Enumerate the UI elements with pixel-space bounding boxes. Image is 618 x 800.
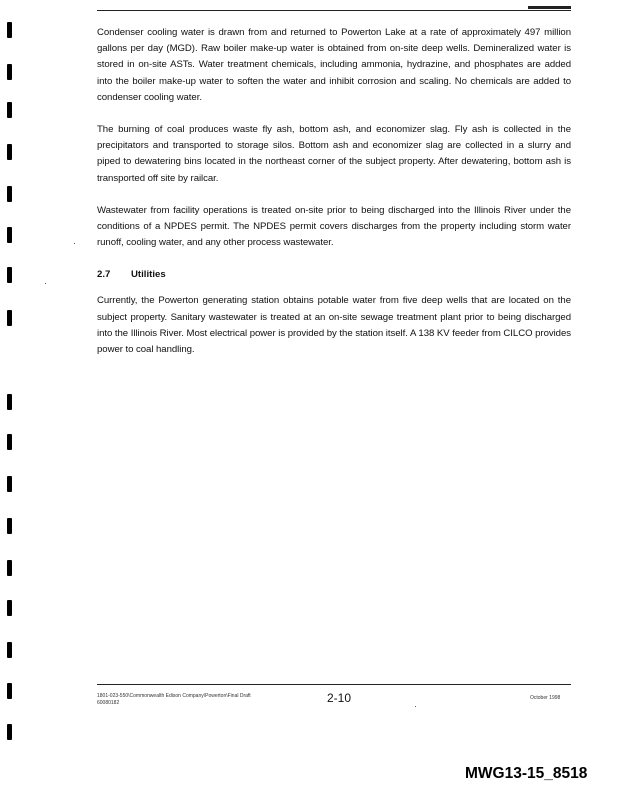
section-heading-utilities [97,267,571,283]
paragraph-utilities: Currently, the Powerton generating station obtains potable water from five deep wells that are located on the subject property. Sanitary wastewater is treated at an on-site sewage treatment plant prior to being discharged into the Illinois River. Most electrical power is provided by the station itself. A 138 KV feeder from CILCO provides power to coal handling. [97,295,571,356]
bates-stamp: MWG13-15_8518 [465,765,588,782]
binder-hole-mark [7,310,12,326]
section-number: 2.7 [97,269,111,281]
footer-reference-line2: 60080182 [97,700,120,706]
binder-hole-mark [7,267,12,283]
binder-hole-mark [7,144,12,160]
binder-hole-mark [7,186,12,202]
footer-rule [97,684,571,685]
paragraph-coal-ash: The burning of coal produces waste fly ash, bottom ash, and economizer slag. Fly ash is collected in the precipitators and transported to storage silos. Bottom ash and economizer slag are collected in a slurry and piped to dewatering bins located in the northeast corner of the subject property. After dewatering, bottom ash is transported off site by railcar. [97,124,571,184]
paragraph-wastewater: Wastewater from facility operations is treated on-site prior to being discharged into the Illinois River under the conditions of a NPDES permit. The NPDES permit covers discharges from the property including storm water runoff, cooling water, and any other process wastewater. [97,204,571,249]
binder-hole-mark [7,724,12,740]
binder-hole-mark [7,64,12,80]
header-rule [97,10,571,11]
page-body [97,25,571,374]
binder-hole-mark [7,642,12,658]
binder-hole-mark [7,518,12,534]
binder-hole-mark [7,434,12,450]
section-title: Utilities [131,269,166,281]
binder-hole-mark [7,227,12,243]
header-rule-accent [528,6,571,9]
footer-date: October 1998 [530,695,561,701]
binder-hole-mark [7,683,12,699]
scan-speck [74,243,75,244]
scan-speck [415,706,416,707]
page-number: 2-10 [327,691,352,705]
footer-reference-line1: 1801-023-550\Commonwealth Edison Company\Powerton\Final Draft [97,693,251,699]
binder-hole-mark [7,476,12,492]
binder-hole-mark [7,102,12,118]
footer-reference [97,693,307,707]
binder-hole-mark [7,600,12,616]
binder-hole-mark [7,22,12,38]
binder-hole-mark [7,394,12,410]
binder-hole-mark [7,560,12,576]
paragraph-cooling-water: Condenser cooling water is drawn from and returned to Powerton Lake at a rate of approximately 497 million gallons per day (MGD). Raw boiler make-up water is obtained from on-site deep wells. Demineralized water is stored in on-site ASTs. Water treatment chemicals, including ammonia, hydrazine, and phosphates are added into the boiler make-up water to soften the water and inhibit corrosion and scaling. No chemicals are added to condenser cooling water. [97,27,571,103]
scan-speck [45,283,46,284]
